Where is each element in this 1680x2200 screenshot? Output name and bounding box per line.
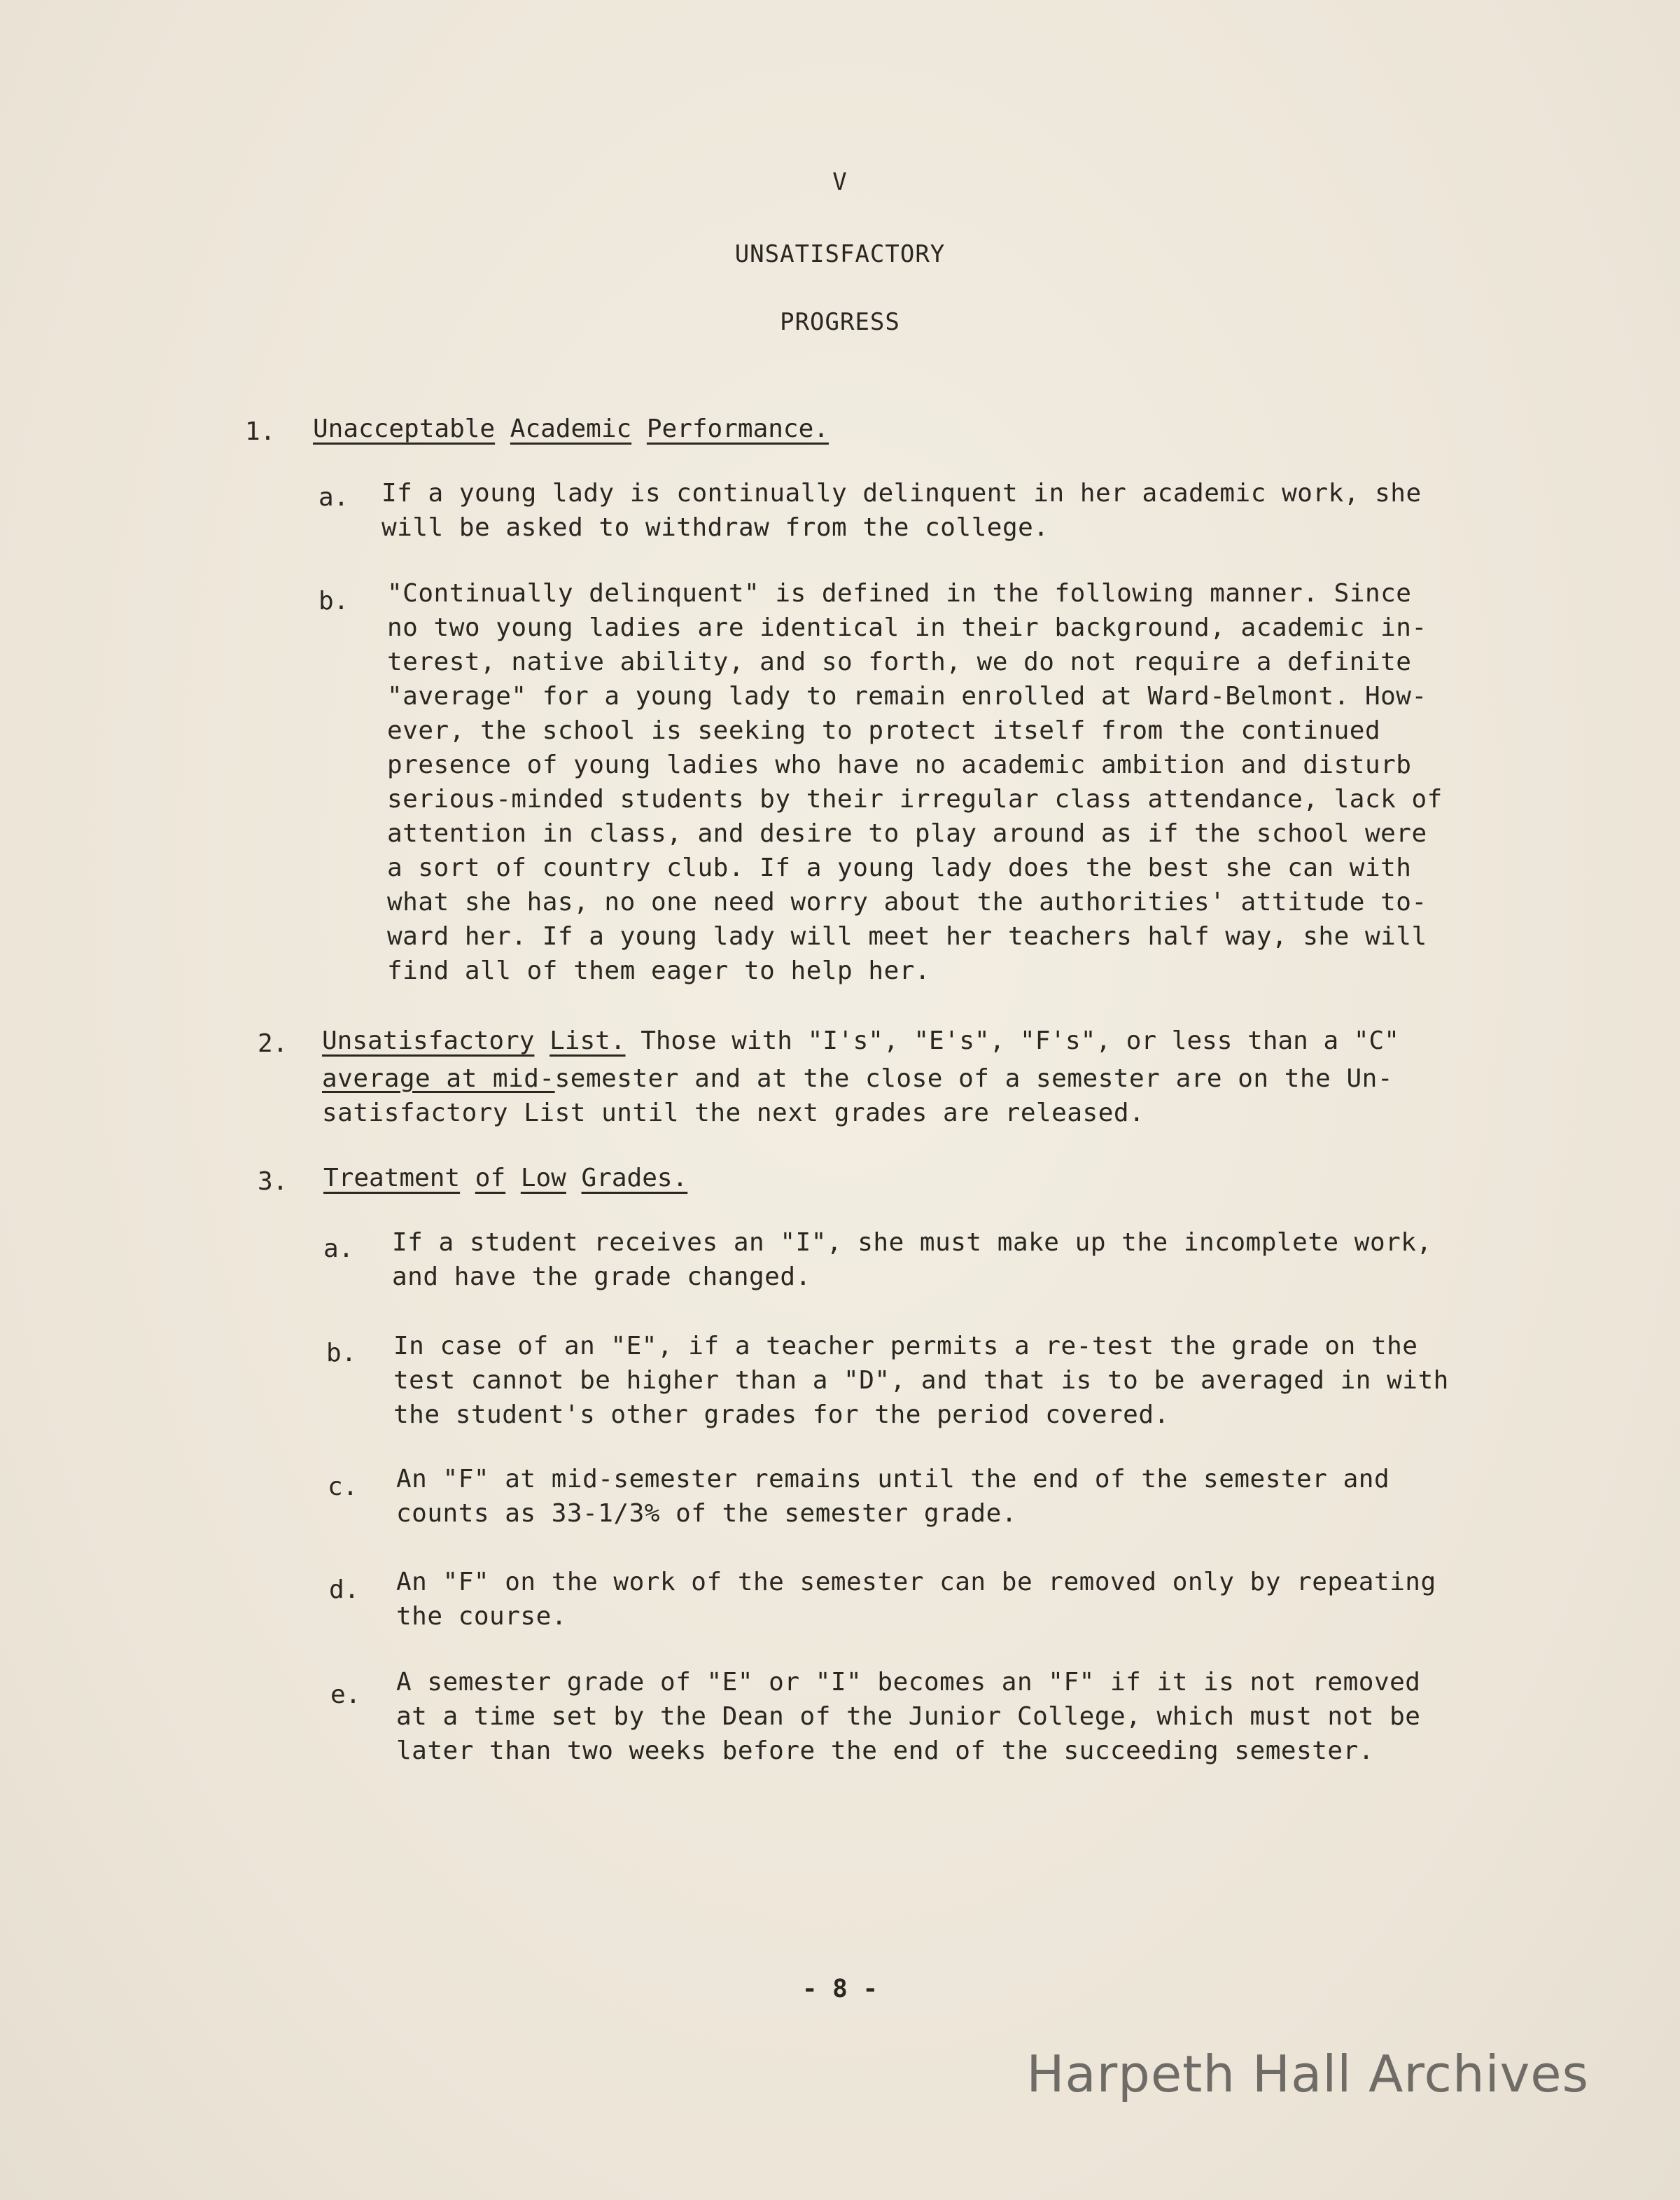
section-3-title: [323, 1164, 687, 1192]
section-3-item-a-text: If a student receives an "I", she must make up the incomplete work, and have the grade changed.: [392, 1228, 1432, 1291]
section-3-item-a-label: a.: [323, 1234, 354, 1263]
section-3-title-word-4: Grades.: [581, 1164, 688, 1192]
section-2-body-rest: [322, 1061, 1393, 1130]
chapter-title-line1: UNSATISFACTORY: [734, 240, 946, 268]
section-3-item-b-text: In case of an "E", if a teacher permits a re-test the grade on the test cannot be higher than a "D", and that is to be averaged in with the student's other grades for the period covered.: [393, 1332, 1449, 1429]
section-1-title: [313, 415, 829, 443]
section-3-item-e-label: e.: [330, 1680, 361, 1709]
section-3-item-d-label: d.: [329, 1575, 360, 1604]
section-3-number: 3.: [258, 1167, 288, 1196]
section-3-item-c-label: c.: [328, 1473, 358, 1501]
section-1-item-a-text: If a young lady is continually delinquent in her academic work, she will be asked to withdraw from the college.: [382, 479, 1422, 542]
section-2-body-continued: semester and at the close of a semester are on the Un- satisfactory List until the next grades are released.: [322, 1064, 1393, 1127]
section-2-body-underlined: average at mid-: [322, 1064, 555, 1093]
section-3-title-word-3: Low: [520, 1164, 566, 1192]
section-1-item-a-label: a.: [318, 483, 349, 512]
section-3-item-d-text: An "F" on the work of the semester can be removed only by repeating the course.: [396, 1568, 1436, 1631]
chapter-numeral: V: [832, 168, 848, 196]
section-2-body-first: Those with "I's", "E's", "F's", or less than a "C": [640, 1026, 1399, 1055]
section-3-item-c-text: An "F" at mid-semester remains until the end of the semester and counts as 33-1/3% of the semester grade.: [396, 1465, 1390, 1528]
section-3-item-e-text: A semester grade of "E" or "I" becomes an "F" if it is not removed at a time set by the Dean of the Junior College, which must not be later than two weeks before the end of the succeeding semester.: [396, 1668, 1421, 1765]
section-3-title-word-2: of: [475, 1164, 506, 1192]
section-1-item-b-text: "Continually delinquent" is defined in the following manner. Since no two young ladies are identical in their background, academic in- terest, native ability, and so forth, we do not require a definite "average" for a young lady to remain enrolled at Ward-Belmont. How- ever, the school is seeking to protect itself from the continued presence of young ladies who have no academic ambition and disturb serious-minded students by their irregular class attendance, lack of attention in class, and desire to play around as if the school were a sort of country club. If a young lady does the best she can with what she has, no one need worry about the authorities' attitude to- ward her. If a young lady will meet her teachers half way, she will find all of them eager to help her.: [387, 579, 1443, 985]
section-1-number: 1.: [245, 417, 276, 446]
section-1-title-word-3: Performance.: [646, 415, 829, 443]
section-1-title-word-1: Unacceptable: [313, 415, 496, 443]
section-2-line-1: [322, 1026, 1399, 1055]
section-1-title-word-2: Academic: [510, 415, 632, 443]
section-1-item-b-label: b.: [318, 587, 349, 615]
section-3-item-b-label: b.: [326, 1339, 357, 1367]
section-3-title-word-1: Treatment: [323, 1164, 461, 1192]
chapter-title-line2: PROGRESS: [780, 308, 900, 336]
section-2-title-word-2: List.: [550, 1026, 626, 1055]
section-2-title-word-1: Unsatisfactory: [322, 1026, 535, 1055]
section-2-number: 2.: [258, 1029, 288, 1058]
page-number: - 8 -: [802, 1975, 878, 2003]
archive-watermark: Harpeth Hall Archives: [1026, 2045, 1589, 2103]
